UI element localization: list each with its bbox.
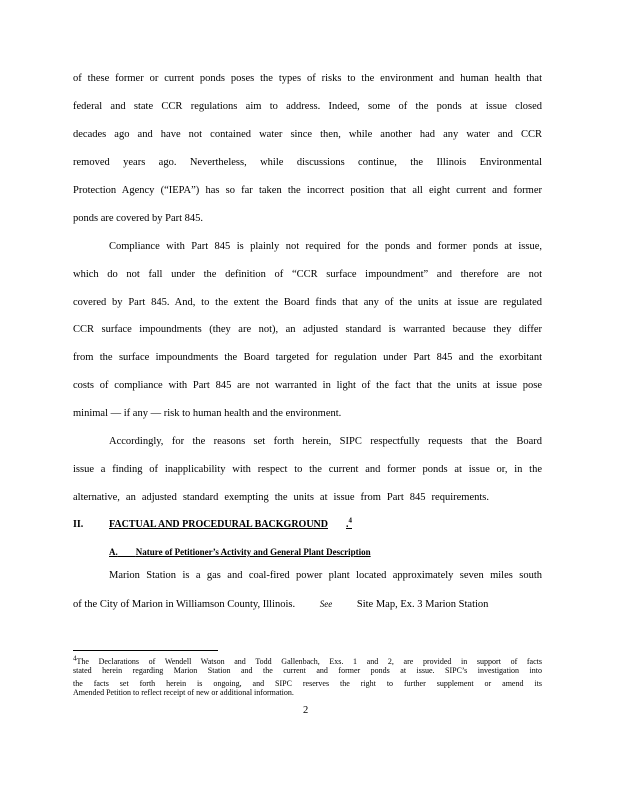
paragraph-line-with-cite [73,598,542,611]
subsection-title: Nature of Petitioner’s Activity and General Plant Description [135,547,371,557]
subsection-letter: A. [109,547,118,557]
paragraph-line: alternative, an adjusted standard exempting the units at issue from Part 845 requirements. [73,492,489,503]
subsection-title-wrapper [109,547,371,557]
section-title-text: FACTUAL AND PROCEDURAL BACKGROUND [109,519,328,530]
section-number: II. [73,519,84,530]
paragraph-line: ponds are covered by Part 845. [73,213,204,224]
section-title [109,516,352,530]
paragraph-line: decades ago and have not contained water since then, while another had any water and CCR [73,129,542,140]
section-title-period: . [346,519,349,530]
paragraph-line: of these former or current ponds poses the types of risks to the environment and human health that [73,73,542,84]
footnote-line: the facts set forth herein is ongoing, and SIPC reserves the right to further supplement or amend its [73,679,542,688]
paragraph-line: which do not fall under the definition of “CCR surface impoundment” and therefore are not [73,269,542,280]
footnote-line [73,654,542,666]
paragraph-line: of the City of Marion in Williamson County, Illinois. [73,599,296,610]
cite-signal: See [319,599,333,609]
paragraph-line: Compliance with Part 845 is plainly not required for the ponds and former ponds at issue, [109,241,542,252]
paragraph-line: Protection Agency (“IEPA”) has so far taken the incorrect position that all eight current and former [73,185,542,196]
paragraph-line: costs of compliance with Part 845 are not warranted in light of the fact that the units at issue pose [73,380,542,391]
footnote-reference: 4 [348,516,352,525]
paragraph-line: issue a finding of inapplicability with respect to the current and former ponds at issue or, in the [73,464,542,475]
footnote-marker: 4 [73,654,77,663]
footnote-divider [73,650,218,651]
page-number: 2 [303,705,309,716]
paragraph-line: Accordingly, for the reasons set forth herein, SIPC respectfully requests that the Board [109,436,542,447]
footnote-line: Amended Petition to reflect receipt of new or additional information. [73,688,294,697]
paragraph-line: removed years ago. Nevertheless, while discussions continue, the Illinois Environmental [73,157,542,168]
paragraph-line: minimal — if any — risk to human health and the environment. [73,408,342,419]
paragraph-line: from the surface impoundments the Board targeted for regulation under Part 845 and the exorbitant [73,352,542,363]
cite-text: Site Map, Ex. 3 Marion Station [356,599,489,610]
paragraph-line: covered by Part 845. And, to the extent the Board finds that any of the units at issue are regulated [73,297,542,308]
paragraph-line: CCR surface impoundments (they are not), an adjusted standard is warranted because they differ [73,324,542,335]
paragraph-line: Marion Station is a gas and coal-fired power plant located approximately seven miles south [109,570,542,581]
footnote-line: stated herein regarding Marion Station and the current and former ponds at issue. SIPC’s investigation into [73,666,542,675]
paragraph-line: federal and state CCR regulations aim to address. Indeed, some of the ponds at issue closed [73,101,542,112]
subsection-heading [109,547,371,557]
footnote-text: The Declarations of Wendell Watson and Todd Gallenbach, Exs. 1 and 2, are provided in support of facts [76,657,542,666]
